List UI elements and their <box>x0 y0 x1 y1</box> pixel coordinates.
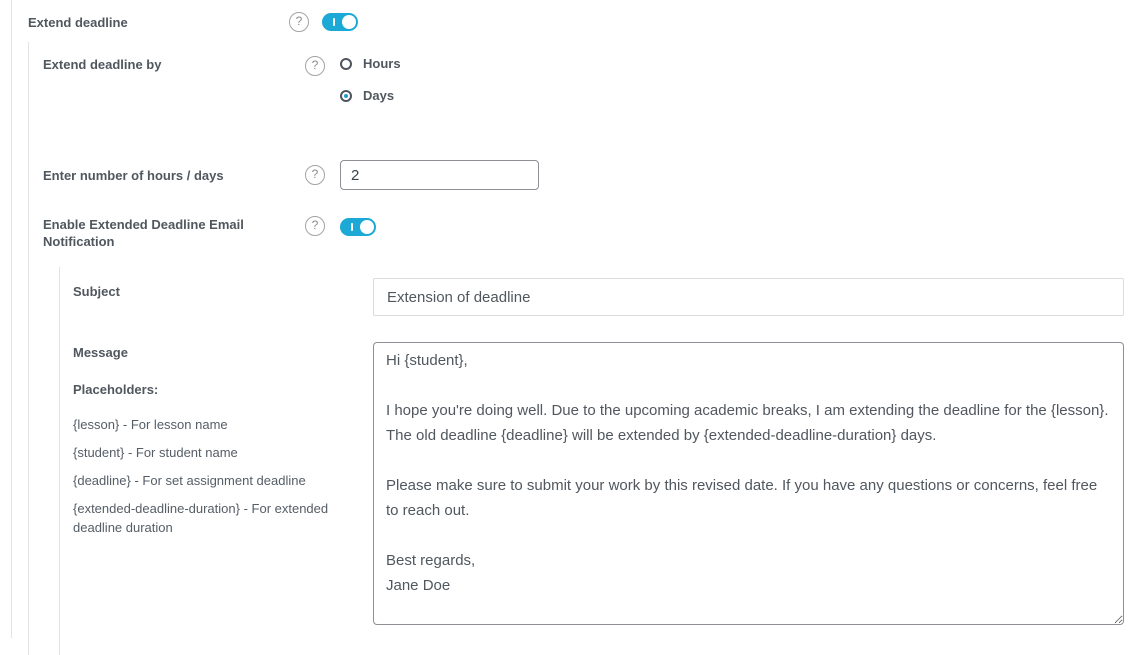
number-input[interactable] <box>340 160 539 190</box>
placeholder-item: {student} - For student name <box>73 445 238 460</box>
extend-by-help-icon[interactable]: ? <box>305 56 325 76</box>
number-field <box>43 160 1139 190</box>
notification-label: Enable Extended Deadline Email Notification <box>43 217 244 249</box>
toggle-on-mark-icon <box>333 18 335 26</box>
radio-option-hours[interactable] <box>340 56 401 71</box>
placeholder-item: {lesson} - For lesson name <box>73 417 228 432</box>
days-radio[interactable] <box>340 90 352 102</box>
toggle-on-mark-icon <box>351 223 353 231</box>
toggle-knob <box>342 15 356 29</box>
message-sidebar <box>73 342 373 537</box>
placeholder-item: {extended-deadline-duration} - For extended deadline duration <box>73 501 329 535</box>
extend-deadline-options-section <box>28 42 1139 655</box>
message-field <box>73 342 1139 625</box>
message-textarea[interactable] <box>373 342 1124 625</box>
days-radio-label: Days <box>363 88 395 103</box>
toggle-knob <box>360 220 374 234</box>
hours-radio[interactable] <box>340 58 352 70</box>
extend-deadline-label: Extend deadline <box>28 14 128 30</box>
radio-option-days[interactable] <box>340 88 401 103</box>
subject-field <box>73 278 1139 316</box>
number-label: Enter number of hours / days <box>43 167 224 183</box>
notification-help-icon[interactable]: ? <box>305 216 325 236</box>
placeholders-title: Placeholders: <box>73 382 159 397</box>
placeholder-item: {deadline} - For set assignment deadline <box>73 473 306 488</box>
hours-radio-label: Hours <box>363 56 401 71</box>
notification-toggle[interactable] <box>340 218 376 236</box>
extend-deadline-toggle[interactable] <box>322 13 358 31</box>
extend-by-label: Extend deadline by <box>43 57 162 72</box>
subject-label: Subject <box>73 284 120 299</box>
extend-by-field <box>43 56 1139 120</box>
subject-input[interactable] <box>373 278 1124 316</box>
settings-panel <box>11 0 1139 638</box>
extend-deadline-field <box>12 12 1139 32</box>
extend-by-radio-group <box>340 56 401 120</box>
email-notification-section <box>59 267 1139 655</box>
notification-field <box>43 216 1139 250</box>
number-help-icon[interactable]: ? <box>305 165 325 185</box>
message-label: Message <box>73 345 128 360</box>
extend-deadline-help-icon[interactable]: ? <box>289 12 309 32</box>
